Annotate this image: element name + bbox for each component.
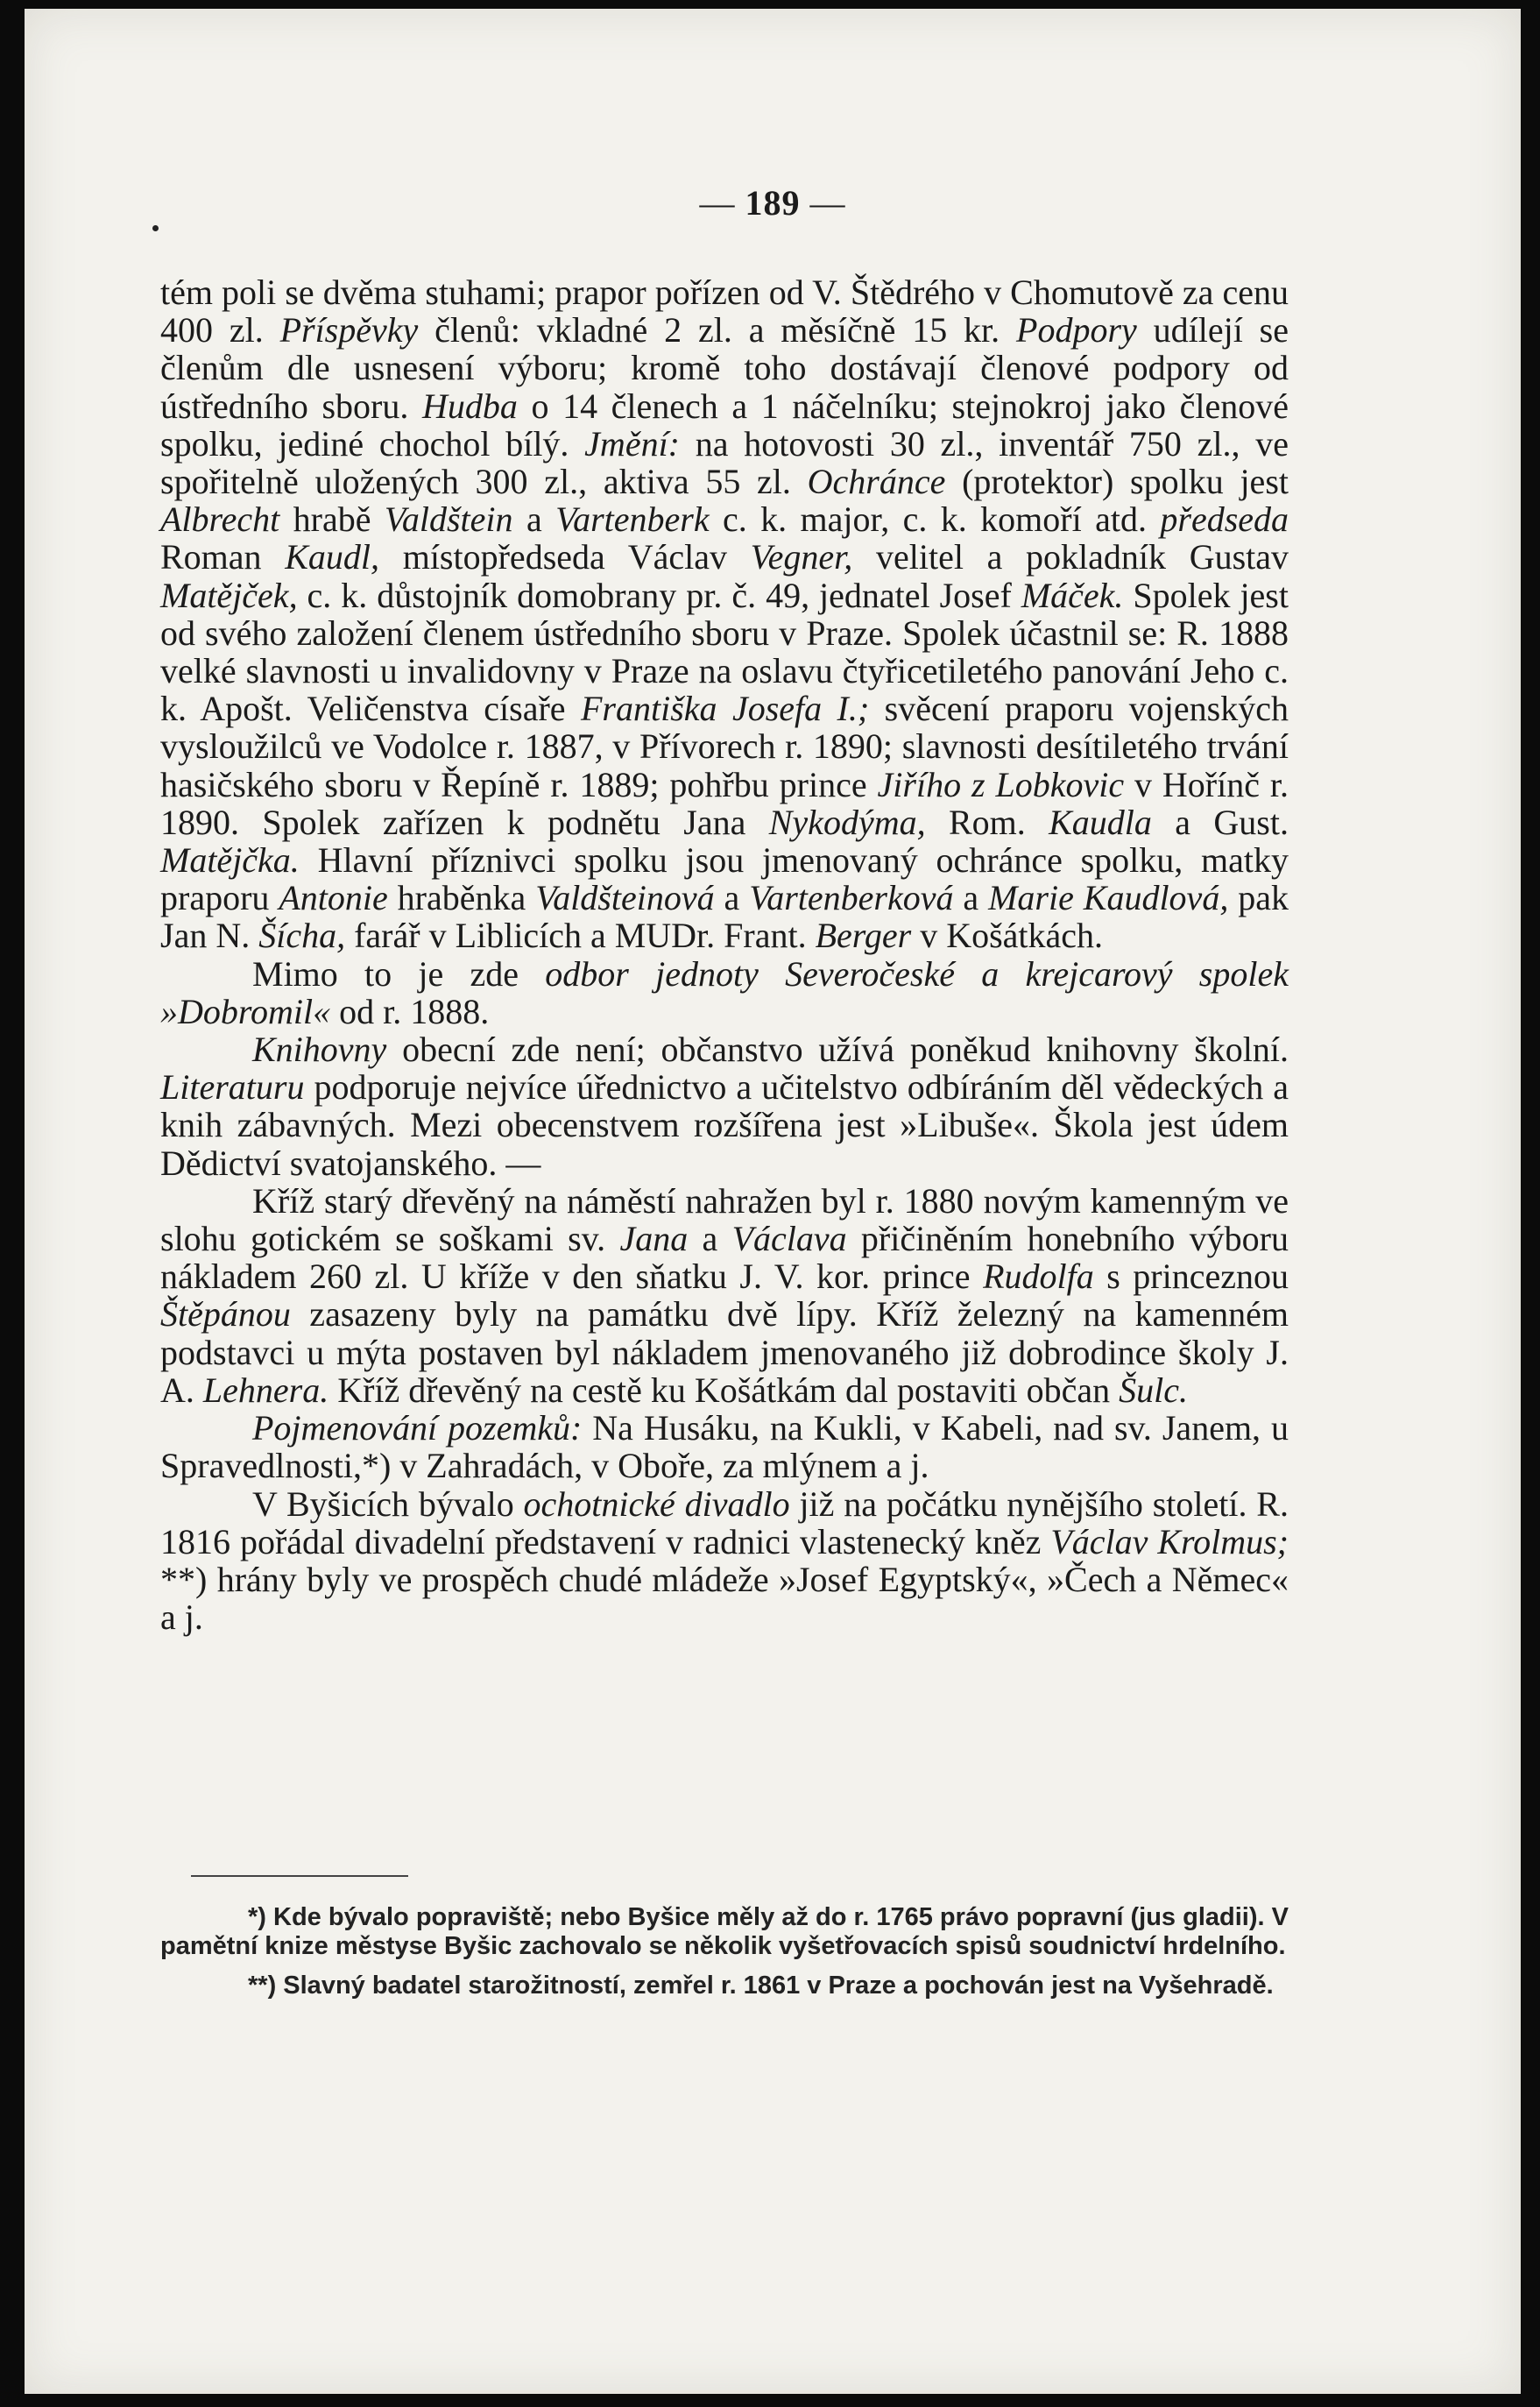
paragraph-libraries: Knihovny obecní zde není; občanstvo užívá poněkud knihovny školní. Literaturu podporuje nejvíce úřednictvo a učitelstvo odbíráním děl vědeckých a knih zábavných. Mezi obecenstvem rozšířena jest »Libuše«. Škola jest údem Dědictví svatojanského. — [160,1030,1289,1183]
footnote-2: **) Slavný badatel starožitností, zemřel r. 1861 v Praze a pochován jest na Vyšehradě. [248,1972,1274,2000]
paragraph-branch-society: Mimo to je zde odbor jednoty Severočeské a krejcarový spolek »Dobromil« od r. 1888. [160,953,1289,1031]
paragraph-field-names: Pojmenování pozemků: Na Husáku, na Kukli, v Kabeli, nad sv. Janem, u Spravedlnosti,*) v Zahradách, v Oboře, za mlýnem a j. [160,1408,1289,1486]
paragraph-association: tém poli se dvěma stuhami; prapor pořízen od V. Štědrého v Chomutově za cenu 400 zl. Příspěvky členů: vkladné 2 zl. a měsíčně 15 kr. Podpory udílejí se členům dle usnesení výboru; kromě toho dostávají členové podpory od ústředního sboru. Hudba o 14 členech a 1 náčelníku; stejnokroj jako členové spolku, jediné chochol bílý. Jmění: na hotovosti 30 zl., inventář 750 zl., ve spořitelně uložených 300 zl., aktiva 55 zl. Ochránce (protektor) spolku jest Albrecht hrabě Valdštein a Vartenberk c. k. major, c. k. komoří atd. předseda Roman Kaudl, místopředseda Václav Vegner, velitel a pokladník Gustav Matějček, c. k. důstojník domobrany pr. č. 49, jednatel Josef Máček. Spolek jest od svého založení členem ústředního sboru v Praze. Spolek účastnil se: R. 1888 velké slavnosti u invalidovny v Praze na oslavu čtyřicetiletého panování Jeho c. k. Apošt. Veličenstva císaře Františka Josefa I.; svěcení praporu vojenských vysloužilců ve Vodolce r. 1887, v Přívorech r. 1890; slavnosti desítiletého trvání hasičského sboru v Řepíně r. 1889; pohřbu prince Jiřího z Lobkovic v Hořínč r. 1890. Spolek zařízen k podnětu Jana Nykodýma, Rom. Kaudla a Gust. Matějčka. Hlavní příznivci spolku jsou jmenovaný ochránce spolku, matky praporu Antonie hraběnka Valdšteinová a Vartenberková a Marie Kaudlová, pak Jan N. Šícha, farář v Liblicích a MUDr. Frant. Berger v Košátkách. [160,273,1289,956]
paragraph-crosses: Kříž starý dřevěný na náměstí nahražen byl r. 1880 novým kamenným ve slohu gotickém se soškami sv. Jana a Václava přičiněním honebního výboru nákladem 260 zl. U kříže v den sňatku J. V. kor. prince Rudolfa s princeznou Štěpánou zasazeny byly na památku dvě lípy. Kříž železný na kamenném podstavci u mýta postaven byl nákladem jmenovaného již dobrodince školy J. A. Lehnera. Kříž dřevěný na cestě ku Košátkám dal postaviti občan Šulc. [160,1180,1289,1410]
footnote-divider [191,1875,408,1877]
page-number: — 189 — [699,183,846,223]
ink-speck [152,225,159,231]
body-text [160,273,1289,1636]
footnote-1: *) Kde bývalo popraviště; nebo Byšice měly až do r. 1765 právo popravní (jus gladii). V pamětní knize městyse Byšic zachovalo se několik vyšetřovacích spisů soudnictví hrdelního. [160,1903,1289,1960]
footnotes [160,1903,1289,2011]
paragraph-theatre: V Byšicích bývalo ochotnické divadlo již na počátku nynějšího století. R. 1816 pořádal divadelní představení v radnici vlastenecký kněz Václav Krolmus; **) hrány byly ve prospěch chudé mládeže »Josef Egyptský«, »Čech a Němec« a j. [160,1483,1289,1638]
scanned-page [25,9,1521,2394]
